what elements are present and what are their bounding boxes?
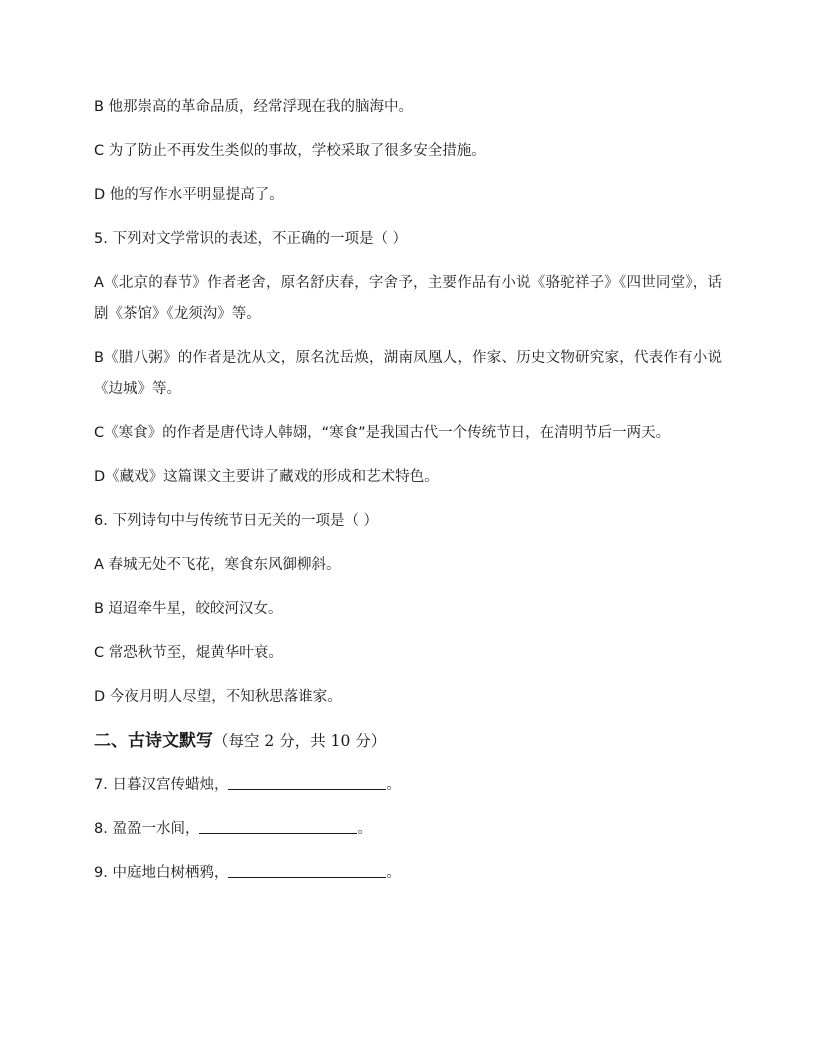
question-8-end: 。 — [357, 821, 372, 837]
question-5-option-d: D《藏戏》这篇课文主要讲了藏戏的形成和艺术特色。 — [94, 469, 439, 485]
question-8 — [94, 814, 722, 845]
document-content — [94, 92, 722, 889]
question-9-end: 。 — [386, 865, 401, 881]
question-5-option-b: B《腊八粥》的作者是沈从文，原名沈岳焕，湖南凤凰人，作家、历史文物研究家，代表作有小说《边城》等。 — [94, 350, 722, 397]
option-c-line: C 为了防止不再发生类似的事故，学校采取了很多安全措施。 — [94, 143, 486, 159]
question-7 — [94, 770, 722, 801]
option-d-line: D 他的写作水平明显提高了。 — [94, 187, 284, 203]
section-2-title: 二、古诗文默写 — [94, 731, 213, 751]
question-9-text: 9. 中庭地白树栖鸦， — [94, 865, 229, 881]
question-5-option-a: A《北京的春节》作者老舍，原名舒庆春，字舍予，主要作品有小说《骆驼祥子》《四世同堂》，话剧《茶馆》《龙须沟》等。 — [94, 275, 722, 322]
question-6-option-d: D 今夜月明人尽望，不知秋思落谁家。 — [94, 689, 342, 705]
question-5: 5. 下列对文学常识的表述，不正确的一项是（ ） — [94, 231, 408, 247]
question-9 — [94, 858, 722, 889]
question-8-text: 8. 盈盈一水间， — [94, 821, 200, 837]
section-2-heading — [94, 726, 722, 757]
question-7-end: 。 — [386, 777, 401, 793]
question-6: 6. 下列诗句中与传统节日无关的一项是（ ） — [94, 513, 379, 529]
question-6-option-b: B 迢迢牵牛星，皎皎河汉女。 — [94, 601, 283, 617]
option-b-line: B 他那崇高的革命品质，经常浮现在我的脑海中。 — [94, 99, 414, 115]
question-6-option-a: A 春城无处不飞花，寒食东风御柳斜。 — [94, 557, 341, 573]
question-8-blank[interactable] — [199, 819, 357, 834]
question-7-blank[interactable] — [228, 775, 386, 790]
question-7-text: 7. 日暮汉宫传蜡烛， — [94, 777, 229, 793]
section-2-note: （每空 2 分，共 10 分） — [213, 732, 387, 750]
question-5-option-c: C《寒食》的作者是唐代诗人韩翃，“寒食”是我国古代一个传统节日，在清明节后一两天。 — [94, 425, 671, 441]
question-9-blank[interactable] — [228, 863, 386, 878]
question-6-option-c: C 常恐秋节至，焜黄华叶衰。 — [94, 645, 283, 661]
